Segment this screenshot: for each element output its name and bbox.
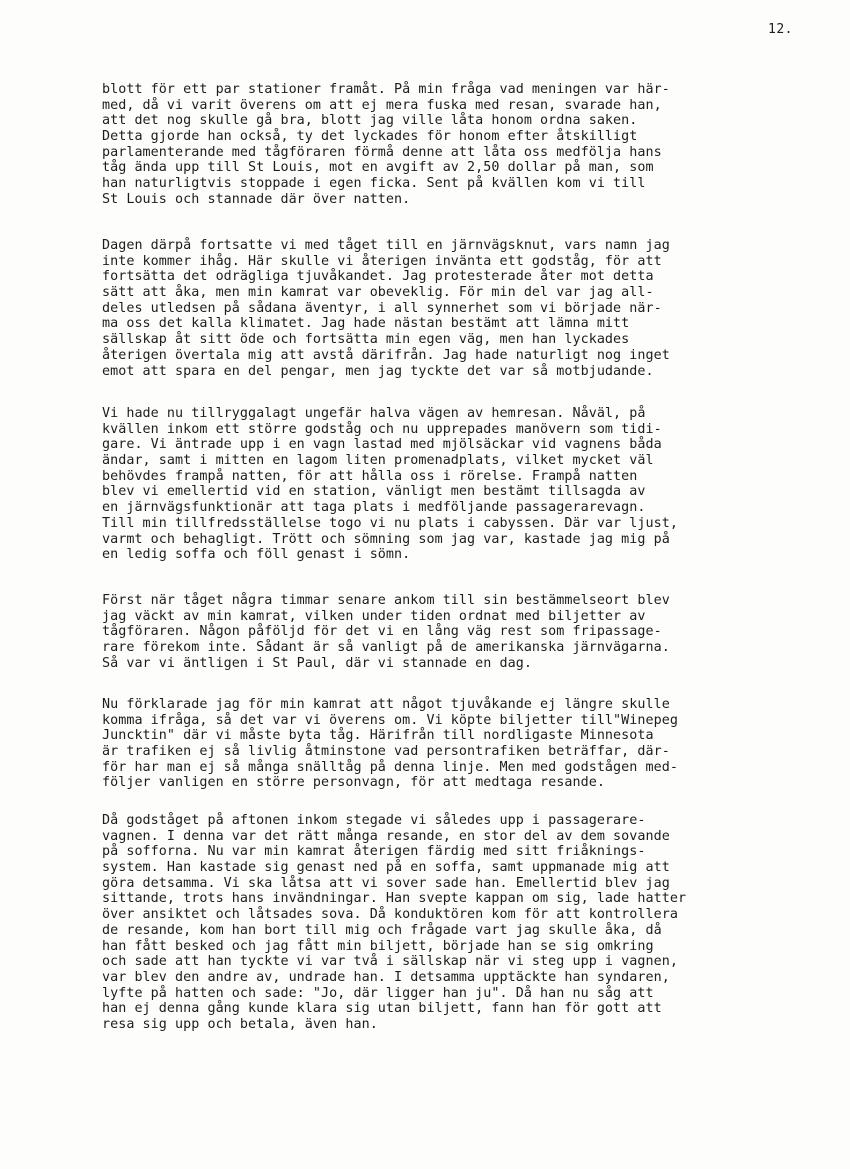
text-line: Detta gjorde han också, ty det lyckades för honom efter åtskilligt (102, 129, 638, 145)
text-line: är trafiken ej så livlig åtminstone vad persontrafiken beträffar, där- (102, 744, 670, 760)
text-line: Vi hade nu tillryggalagt ungefär halva vägen av hemresan. Nåväl, på (102, 406, 646, 421)
paragraph-5 (102, 697, 678, 791)
text-line: komma ifråga, så det var vi överens om. Vi köpte biljetter till"Winepeg (102, 712, 678, 728)
text-line: följer vanligen en större personvagn, för att medtaga resande. (102, 775, 605, 791)
text-line: över ansiktet och låtsades sova. Då konduktören kom för att kontrollera (102, 907, 678, 923)
text-line: blott för ett par stationer framåt. På min fråga vad meningen var här- (102, 82, 670, 97)
text-line: Först när tåget några timmar senare ankom till sin bestämmelseort blev (102, 593, 670, 608)
text-line: sittande, trots hans invändningar. Han svepte kappan om sig, lade hatter (102, 891, 687, 907)
text-line: de resande, kom han bort till mig och frågade vart jag skulle åka, då (102, 922, 662, 938)
text-line: system. Han kastade sig genast ned på en soffa, samt uppmanade mig att (102, 860, 670, 876)
text-line: med, då vi varit överens om att ej mera fuska med resan, svarade han, (102, 97, 662, 113)
page-number: 12. (768, 22, 793, 37)
text-line: varmt och behagligt. Trött och sömning som jag var, kastade jag mig på (102, 531, 670, 547)
text-line: att det nog skulle gå bra, blott jag ville låta honom ordna saken. (102, 113, 638, 129)
text-line: vagnen. I denna var det rätt många resande, en stor del av dem sovande (102, 828, 670, 844)
text-line: ma oss det kalla klimatet. Jag hade nästan bestämt att lämna mitt (102, 316, 630, 332)
text-line: resa sig upp och betala, även han. (102, 1016, 378, 1032)
text-line: rare förekom inte. Sådant är så vanligt på de amerikanska järnvägarna. (102, 640, 670, 656)
text-line: jag väckt av min kamrat, vilken under tiden ordnat med biljetter av (102, 608, 646, 624)
paragraph-3 (102, 406, 678, 563)
text-line: inte kommer ihåg. Här skulle vi återigen invänta ett godståg, för att (102, 253, 662, 269)
text-line: han ej denna gång kunde klara sig utan biljett, fann han för gott att (102, 1001, 662, 1017)
text-line: gare. Vi äntrade upp i en vagn lastad med mjölsäckar vid vagnens båda (102, 437, 662, 453)
text-line: tågföraren. Någon påföljd för det vi en lång väg rest som fripassage- (102, 624, 662, 640)
text-line: deles utledsen på sådana äventyr, i all synnerhet som vi började när- (102, 300, 662, 316)
text-line: han naturligtvis stoppade i egen ficka. Sent på kvällen kom vi till (102, 176, 646, 192)
text-line: emot att spara en del pengar, men jag tyckte det var så motbjudande. (102, 363, 654, 379)
text-line: Till min tillfredsställelse togo vi nu plats i cabyssen. Där var ljust, (102, 515, 678, 531)
text-line: Juncktin" där vi måste byta tåg. Härifrån till nordligaste Minnesota (102, 728, 654, 744)
paragraph-1 (102, 82, 670, 208)
text-line: Dagen därpå fortsatte vi med tåget till en järnvägsknut, vars namn jag (102, 238, 670, 253)
text-line: göra detsamma. Vi ska låtsa att vi sover sade han. Emellertid blev jag (102, 875, 670, 891)
text-line: blev vi emellertid vid en station, vänligt men bestämt tillsagda av (102, 484, 646, 500)
text-line: ändar, samt i mitten en lagom liten promenadplats, vilket mycket väl (102, 453, 654, 469)
paragraph-4 (102, 593, 670, 671)
text-line: tåg ända upp till St Louis, mot en avgift av 2,50 dollar på man, som (102, 160, 654, 176)
text-line: på sofforna. Nu var min kamrat återigen färdig med sitt friåknings- (102, 844, 646, 860)
text-line: Då godståget på aftonen inkom stegade vi således upp i passagerare- (102, 813, 646, 828)
text-line: sätt att åka, men min kamrat var obeveklig. För min del var jag all- (102, 285, 654, 301)
text-line: kvällen inkom ett större godståg och nu upprepades manövern som tidi- (102, 421, 662, 437)
text-line: sällskap åt sitt öde och fortsätta min egen väg, men han lyckades (102, 332, 630, 348)
text-line: Nu förklarade jag för min kamrat att något tjuvåkande ej längre skulle (102, 697, 670, 712)
text-line: Så var vi äntligen i St Paul, där vi stannade en dag. (102, 655, 532, 671)
text-line: lyfte på hatten och sade: "Jo, där ligger han ju". Då han nu såg att (102, 985, 654, 1001)
text-line: en ledig soffa och föll genast i sömn. (102, 547, 411, 563)
text-line: för har man ej så många snälltåg på denna linje. Men med godstågen med- (102, 759, 678, 775)
text-line: återigen övertala mig att avstå därifrån. Jag hade naturligt nog inget (102, 347, 670, 363)
paragraph-6 (102, 813, 686, 1033)
text-line: parlamenterande med tågföraren förmå denne att låta oss medfölja hans (102, 144, 662, 160)
text-line: han fått besked och jag fått min biljett, började han se sig omkring (102, 938, 654, 954)
paragraph-2 (102, 238, 670, 379)
text-line: behövdes frampå natten, för att hålla oss i rörelse. Frampå natten (102, 468, 638, 484)
text-line: en järnvägsfunktionär att taga plats i medföljande passagerarevagn. (102, 500, 646, 516)
text-line: och sade att han tyckte vi var två i sällskap när vi steg upp i vagnen, (102, 954, 678, 970)
text-line: var blev den andre av, undrade han. I detsamma upptäckte han syndaren, (102, 969, 670, 985)
text-line: St Louis och stannade där över natten. (102, 191, 411, 207)
text-line: fortsätta det odrägliga tjuvåkandet. Jag protesterade åter mot detta (102, 269, 654, 285)
